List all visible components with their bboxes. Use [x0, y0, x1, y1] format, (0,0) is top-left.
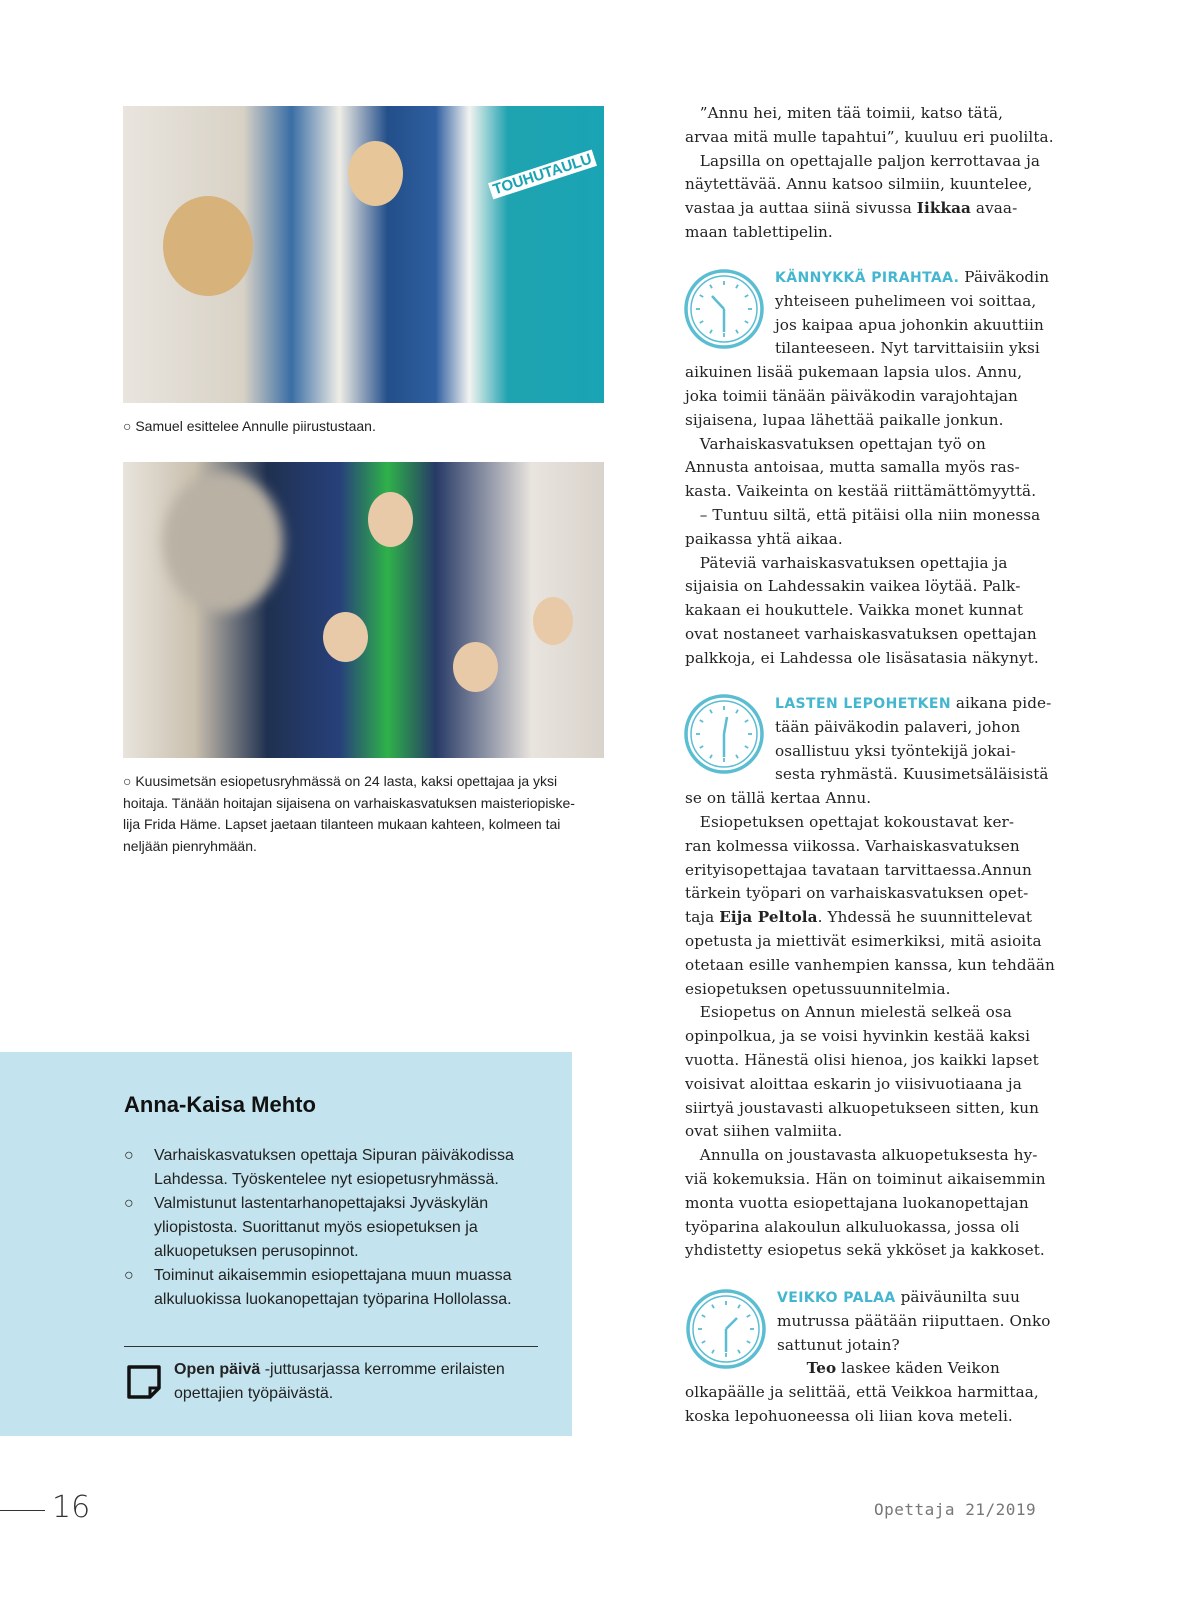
photo2-caption [123, 771, 605, 857]
article-line: työparina alakoulun alkuluokassa, jossa oli [685, 1217, 1020, 1236]
series-note-text: -juttusarjassa kerromme erilaisten [260, 1361, 505, 1378]
article-line: sesta ryhmästä. Kuusimetsäläisistä [775, 765, 1049, 784]
clock-icon [683, 693, 765, 775]
section-lead: LASTEN LEPOHETKEN [775, 696, 951, 712]
profile-list-line: Varhaiskasvatuksen opettaja Sipuran päiväkodissa [154, 1147, 514, 1164]
text-segment: laskee käden Veikon [836, 1359, 1000, 1378]
profile-list-line: Lahdessa. Työskentelee nyt esiopetusryhmässä. [154, 1171, 499, 1188]
article-line: monta vuotta esiopettajana luokanopettajan [685, 1193, 1029, 1212]
text-segment: Päiväkodin [959, 268, 1050, 286]
article-line: näytettävää. Annu katsoo silmiin, kuuntelee, [685, 175, 1033, 194]
article-line [775, 694, 1051, 712]
series-name: Open päivä [174, 1361, 261, 1378]
section-lead: VEIKKO PALAA [777, 1290, 896, 1306]
divider [124, 1346, 538, 1347]
article-line [777, 1288, 1020, 1306]
profile-list-line: alkuluokissa luokanopettajan työparina Hollolassa. [154, 1291, 512, 1308]
article-line: kakaan ei houkuttele. Vaikka monet kunnat [685, 601, 1024, 620]
photo1-caption [123, 416, 605, 438]
caption-line: ○ Samuel esittelee Annulle piirustustaan. [123, 418, 376, 434]
article-line: ovat siihen valmiita. [685, 1122, 843, 1141]
article-line: siirtyä joustavasti alkuopetukseen sitten, kun [685, 1098, 1040, 1117]
bullet-icon: ○ [124, 1195, 134, 1212]
bullet-icon: ○ [124, 1267, 134, 1284]
article-line: sijaisia on Lahdessakin vaikea löytää. Palk- [685, 577, 1021, 596]
article-line: kasta. Vaikeinta on kestää riittämättömyyttä. [685, 482, 1037, 501]
page-number-rule [0, 1510, 45, 1511]
article-line [685, 908, 1032, 926]
article-line: osallistuu yksi työntekijä jokai- [775, 741, 1016, 760]
article-line [685, 199, 1017, 217]
profile-list-line: Toiminut aikaisemmin esiopettajana muun muassa [154, 1267, 512, 1284]
child-figure [323, 612, 368, 662]
article-line [775, 268, 1049, 286]
profile-list-line: alkuopetuksen perusopinnot. [154, 1243, 359, 1260]
article-line: erityisopettajaa tavataan tarvittaessa.Annun [685, 860, 1032, 879]
photo-samuel-and-annu [123, 106, 604, 403]
article-line: opinpolkua, ja se voisi hyvinkin kestää kaksi [685, 1027, 1031, 1046]
child-figure [453, 642, 498, 692]
text-segment: vastaa ja auttaa siinä sivussa [685, 199, 917, 218]
article-line: yhdistetty esiopetus sekä ykköset ja kakkoset. [685, 1241, 1045, 1260]
article-line: mutrussa päätään riiputtaen. Onko [777, 1311, 1051, 1330]
article-line: Esiopetuksen opettajat kokoustavat ker- [685, 813, 1015, 831]
article-line: – Tuntuu siltä, että pitäisi olla niin monessa [685, 506, 1041, 524]
article-line [777, 1359, 1000, 1377]
article-line: otetaan esille vanhempien kanssa, kun tehdään [685, 955, 1055, 974]
article-line: tilanteeseen. Nyt tarvittaisiin yksi [775, 339, 1040, 358]
article-line: paikassa yhtä aikaa. [685, 529, 843, 548]
clock-icon [685, 1288, 767, 1370]
magazine-issue: Opettaja 21/2019 [874, 1500, 1037, 1519]
text-segment: . Yhdessä he suunnittelevat [817, 908, 1033, 927]
article-line: Lapsilla on opettajalle paljon kerrottavaa ja [685, 151, 1041, 170]
profile-list-line: Valmistunut lastentarhanopettajaksi Jyväskylän [154, 1195, 489, 1212]
article-line: ”Annu hei, miten tää toimii, katso tätä, [685, 104, 1004, 122]
page-number: 16 [52, 1490, 91, 1525]
article-line: arvaa mitä mulle tapahtui”, kuuluu eri puolilta. [685, 127, 1054, 146]
article-line: Annusta antoisaa, mutta samalla myös ras- [685, 458, 1020, 477]
article-line: esiopetuksen opetussuunnitelmia. [685, 979, 951, 998]
article-line: Annulla on joustavasta alkuopetuksesta hy- [685, 1146, 1038, 1165]
caption-line: neljään pienryhmään. [123, 837, 257, 854]
article-line: sijaisena, lupaa lähettää paikalle jonkun. [685, 410, 1004, 429]
article-line: Päteviä varhaiskasvatuksen opettajia ja [685, 553, 1008, 572]
article-line: ran kolmessa viikossa. Varhaiskasvatuksen [685, 836, 1020, 855]
article-line: Varhaiskasvatuksen opettajan työ on [685, 434, 986, 453]
article-line: yhteiseen puhelimeen voi soittaa, [775, 291, 1037, 310]
teacher-figure [348, 141, 403, 206]
caption-line: lija Frida Häme. Lapset jaetaan tilanteen mukaan kahteen, kolmeen tai [123, 816, 561, 832]
series-note-line2: opettajien työpäivästä. [174, 1385, 334, 1402]
article-line: palkkoja, ei Lahdessa ole lisäsatasia näkynyt. [685, 648, 1039, 667]
article-line: jos kaipaa apua johonkin akuuttiin [775, 315, 1044, 334]
text-segment: aikana pide- [950, 694, 1052, 712]
article-line: joka toimii tänään päiväkodin varajohtajan [685, 387, 1018, 405]
article-line: tärkein työpari on varhaiskasvatuksen opet- [685, 884, 1029, 903]
text-segment: taja [685, 908, 720, 927]
profile-name: Anna-Kaisa Mehto [124, 1092, 316, 1117]
photo-preschool-group [123, 462, 604, 758]
article-line: olkapäälle ja selittää, että Veikkoa harmittaa, [685, 1383, 1039, 1402]
profile-box [0, 1052, 572, 1436]
touhutaulu-sign: TOUHUTAULU [488, 150, 597, 200]
teacher-figure [368, 492, 413, 547]
article-line: se on tällä kertaa Annu. [685, 789, 872, 808]
profile-list-line: yliopistosta. Suorittanut myös esiopetuksen ja [154, 1219, 478, 1236]
clock-icon [683, 268, 765, 350]
article-line: opetusta ja miettivät esimerkiksi, mitä asioita [685, 932, 1042, 950]
text-segment [777, 1359, 807, 1377]
person-name: Eija Peltola [719, 908, 818, 927]
article-line: tään päiväkodin palaveri, johon [775, 717, 1021, 736]
caption-line: ○ Kuusimetsän esiopetusryhmässä on 24 lasta, kaksi opettajaa ja yksi [123, 773, 558, 789]
article-line: vuotta. Hänestä olisi hienoa, jos kaikki lapset [685, 1051, 1039, 1069]
person-name: Teo [806, 1359, 837, 1378]
section-lead: KÄNNYKKÄ PIRAHTAA. [775, 270, 960, 286]
note-icon [126, 1364, 162, 1400]
text-segment: avaa- [971, 199, 1018, 218]
series-note [174, 1358, 505, 1382]
article-line: koska lepohuoneessa oli liian kova meteli. [685, 1407, 1013, 1425]
child-figure [163, 196, 253, 296]
child-figure [533, 597, 573, 645]
person-name: Iikkaa [916, 199, 971, 218]
article-line: viä kokemuksia. Hän on toiminut aikaisemmin [685, 1170, 1046, 1188]
article-line: sattunut jotain? [777, 1335, 900, 1354]
blurred-head [163, 472, 283, 612]
article-line: maan tablettipelin. [685, 223, 833, 241]
article-line: voisivat aloittaa eskarin jo viisivuotiaana ja [685, 1074, 1022, 1093]
article-line: ovat nostaneet varhaiskasvatuksen opettajan [685, 625, 1037, 643]
article-line: aikuinen lisää pukemaan lapsia ulos. Annu, [685, 363, 1023, 382]
bullet-icon: ○ [124, 1147, 134, 1164]
caption-line: hoitaja. Tänään hoitajan sijaisena on varhaiskasvatuksen maisteriopiske- [123, 794, 575, 811]
article-line: Esiopetus on Annun mielestä selkeä osa [685, 1003, 1012, 1022]
text-segment: päiväunilta suu [895, 1288, 1020, 1306]
